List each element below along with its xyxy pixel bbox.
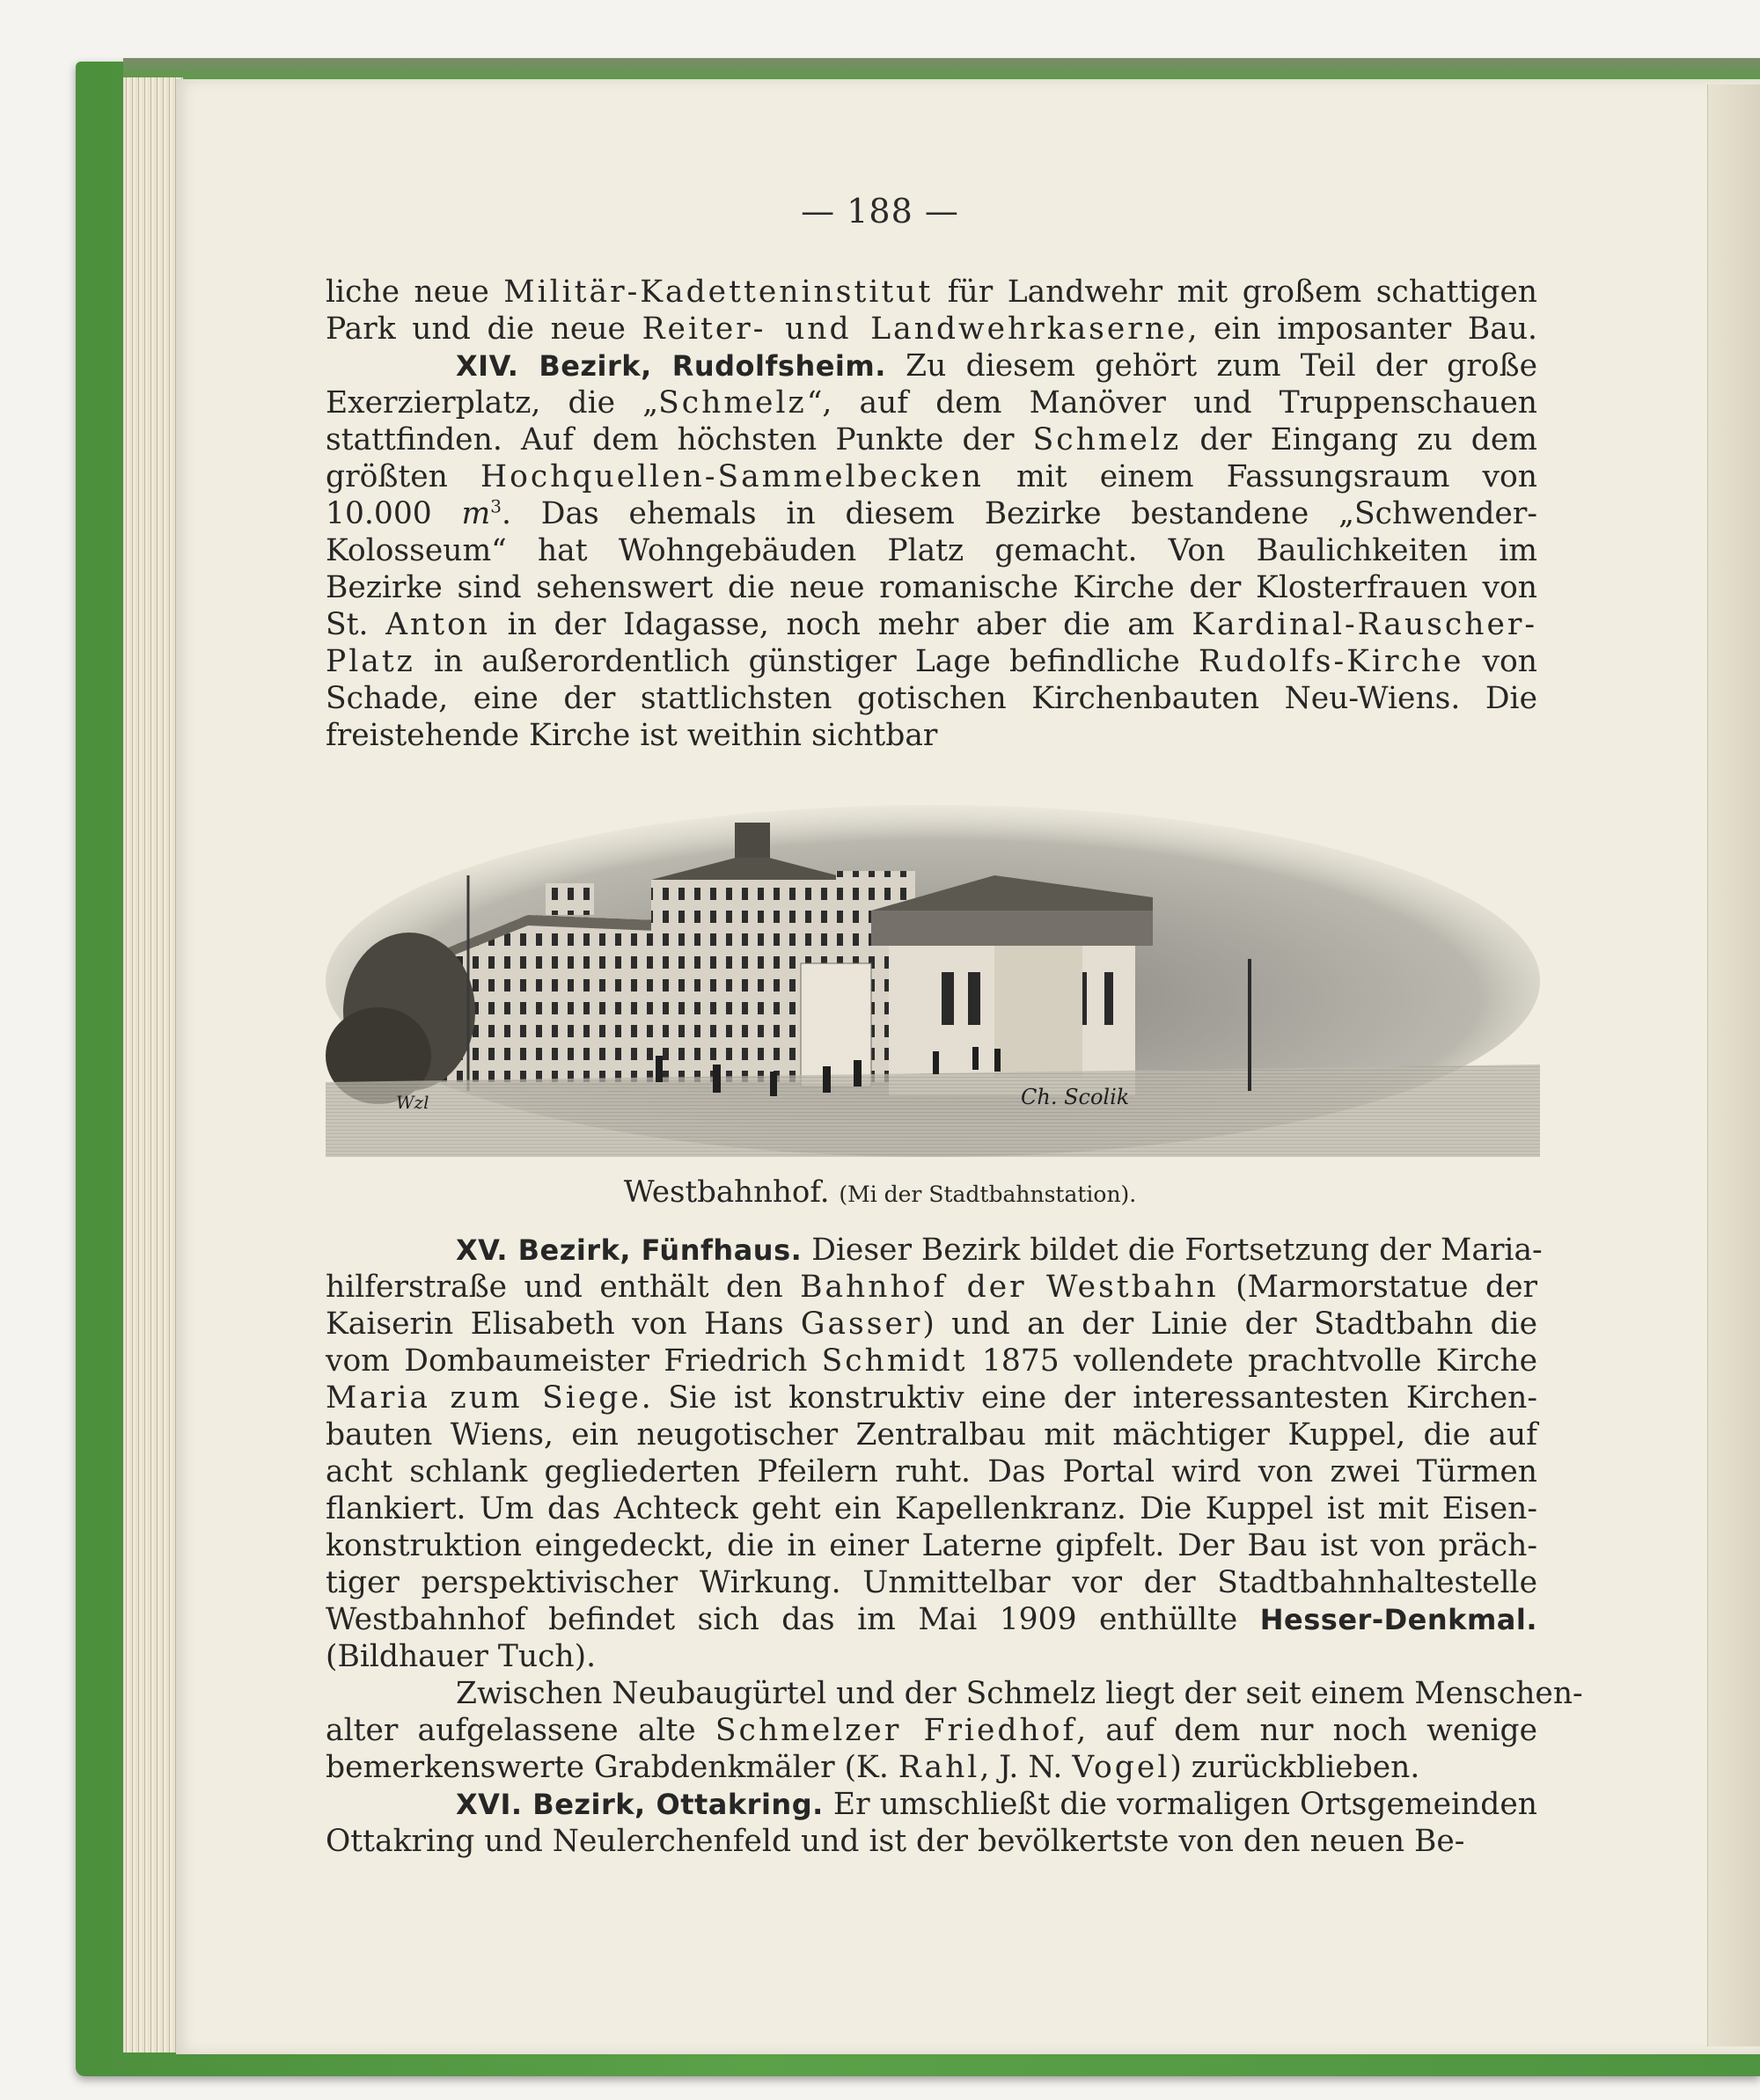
- text-run: alter aufgelassene alte: [326, 1713, 715, 1748]
- page-edges: [123, 77, 183, 2052]
- text-run: Schade, eine der stattlichsten gotischen Kirchenbauten Neu-Wiens. Die: [326, 681, 1537, 716]
- volume-exponent: 3: [490, 495, 502, 517]
- text-line: [326, 1527, 1537, 1564]
- heading-line-xv: [456, 1232, 1543, 1269]
- text-line: [326, 1416, 1537, 1453]
- text-run: Exerzierplatz, die „: [326, 385, 659, 421]
- text-run: Bezirke sind sehenswert die neue romanische Kirche der Klosterfrauen von: [326, 570, 1537, 605]
- spaced-emphasis: Vogel: [1072, 1750, 1170, 1785]
- spaced-emphasis: Schmelz: [658, 385, 807, 421]
- spaced-emphasis: Platz: [326, 644, 415, 679]
- page-number: — 188 —: [801, 192, 959, 230]
- text-run: , J. N.: [979, 1750, 1073, 1785]
- text-run: acht schlank gegliederten Pfeilern ruht. Das Portal wird von zwei Türmen: [326, 1454, 1537, 1489]
- heading-hesser-denkmal: Hesser-Denkmal.: [1259, 1603, 1537, 1636]
- spaced-emphasis: Militär-Kadetteninstitut: [503, 274, 934, 310]
- spaced-emphasis: Gasser: [800, 1306, 923, 1342]
- text-line: [326, 717, 1537, 754]
- spaced-emphasis: Schmidt: [821, 1343, 968, 1379]
- text-run: hilferstraße und enthält den: [326, 1270, 801, 1305]
- spaced-emphasis: Anton: [385, 607, 491, 642]
- text-line: [326, 458, 1537, 495]
- hesser-line: [326, 1601, 1537, 1638]
- text-run: bauten Wiens, ein neugotischer Zentralbau mit mächtiger Kuppel, die auf: [326, 1417, 1537, 1452]
- caption-note: (Mi der Stadtbahnstation).: [839, 1182, 1137, 1207]
- text-run: in der Idagasse, noch mehr aber die am: [490, 607, 1192, 642]
- text-run: größten: [326, 459, 480, 494]
- text-line: [326, 1269, 1537, 1306]
- text-run: bemerkenswerte Grabdenkmäler (K.: [326, 1750, 898, 1785]
- text-line: [326, 1490, 1537, 1527]
- text-line: [326, 1638, 1537, 1675]
- text-line: [326, 421, 1537, 458]
- engraver-monogram: Wzl: [396, 1092, 429, 1113]
- text-run: “, auf dem Manöver und Truppenschauen: [806, 385, 1537, 421]
- spaced-emphasis: Rahl: [898, 1750, 980, 1785]
- text-run: Westbahnhof befindet sich das im Mai 1909 enthüllte: [326, 1602, 1260, 1637]
- text-line: [326, 1564, 1537, 1601]
- text-run: freistehende Kirche ist weithin sichtbar: [326, 718, 938, 753]
- text-run: St.: [326, 607, 386, 642]
- text-line: [326, 643, 1537, 680]
- text-run: , auf dem nur noch wenige: [1076, 1713, 1537, 1748]
- figure-caption: [0, 1174, 1760, 1213]
- text-run: Zwischen Neubaugürtel und der Schmelz liegt der seit einem Menschen-: [456, 1676, 1583, 1711]
- next-page-edge: [1707, 84, 1760, 2046]
- text-run: Dieser Bezirk bildet die Fortsetzung der Maria-: [802, 1233, 1543, 1268]
- text-run: (Bildhauer Tuch).: [326, 1639, 597, 1674]
- heading-line-xvi: [456, 1786, 1537, 1823]
- text-run: . Das ehemals in diesem Bezirke bestandene „Schwender-: [502, 496, 1538, 531]
- spaced-emphasis: Bahnhof der Westbahn: [800, 1270, 1219, 1305]
- spaced-emphasis: Maria zum Siege: [326, 1380, 642, 1416]
- volume-unit: m: [461, 496, 491, 531]
- volume-line: [326, 495, 1537, 532]
- station-hall: [871, 875, 1153, 1095]
- text-run: vom Dombaumeister Friedrich: [326, 1343, 822, 1379]
- text-run: von: [1463, 644, 1537, 679]
- text-run: Er umschließt die vormaligen Ortsgemeinden: [823, 1787, 1537, 1822]
- text-line: [326, 532, 1537, 569]
- spaced-emphasis: Kardinal-Rauscher-: [1192, 607, 1538, 642]
- text-line: [326, 311, 1537, 348]
- text-run: in außerordentlich günstiger Lage befindliche: [414, 644, 1199, 679]
- text-run: . Sie ist konstruktiv eine der interessantesten Kirchen-: [641, 1380, 1537, 1416]
- text-run: konstruktion eingedeckt, die in einer Laterne gipfelt. Der Bau ist von präch-: [326, 1528, 1537, 1563]
- text-line: [326, 1749, 1537, 1786]
- text-run: liche neue: [326, 274, 504, 310]
- text-run: mit einem Fassungsraum von: [983, 459, 1538, 494]
- text-run: stattfinden. Auf dem höchsten Punkte der: [326, 422, 1033, 457]
- text-run: Zu diesem gehört zum Teil der große: [885, 348, 1537, 384]
- engraving-svg: [326, 792, 1540, 1157]
- text-line: [326, 569, 1537, 606]
- spaced-emphasis: Hochquellen-Sammelbecken: [480, 459, 984, 494]
- spaced-emphasis: Schmelz: [1032, 422, 1182, 457]
- zwischen-line: [456, 1675, 1583, 1712]
- spaced-emphasis: Reiter- und Landwehrkaserne: [642, 311, 1188, 347]
- text-run: flankiert. Um das Achteck geht ein Kapellenkranz. Die Kuppel ist mit Eisen-: [326, 1491, 1537, 1526]
- heading-xvi: XVI. Bezirk, Ottakring.: [456, 1788, 824, 1821]
- spaced-emphasis: Schmelzer Friedhof: [715, 1713, 1077, 1748]
- spaced-emphasis: Rudolfs-Kirche: [1198, 644, 1464, 679]
- text-run: (Marmorstatue der: [1218, 1270, 1537, 1305]
- text-run: 1875 vollendete prachtvolle Kirche: [967, 1343, 1537, 1379]
- text-run: Ottakring und Neulerchenfeld und ist der bevölkertste von den neuen Be-: [326, 1824, 1465, 1859]
- text-run: ) zurückblieben.: [1170, 1750, 1420, 1785]
- text-line: [326, 1306, 1537, 1343]
- text-run: ) und an der Linie der Stadtbahn die: [922, 1306, 1537, 1342]
- text-run: Park und die neue: [326, 311, 642, 347]
- text-run: Kaiserin Elisabeth von Hans: [326, 1306, 801, 1342]
- text-run: der Eingang zu dem: [1181, 422, 1537, 457]
- text-line: [326, 384, 1537, 421]
- artist-signature: Ch. Scolik: [1021, 1085, 1130, 1109]
- text-line: [326, 1823, 1537, 1860]
- text-run: für Landwehr mit großem schattigen: [933, 274, 1537, 310]
- volume-number: 10.000: [326, 496, 432, 531]
- text-line: [326, 1453, 1537, 1490]
- heading-xv: XV. Bezirk, Fünfhaus.: [456, 1233, 803, 1267]
- heading-xiv: XIV. Bezirk, Rudolfsheim.: [456, 349, 886, 383]
- text-line: [326, 1712, 1537, 1749]
- text-line: [326, 1343, 1537, 1379]
- text-run: Kolosseum“ hat Wohngebäuden Platz gemacht. Von Baulichkeiten im: [326, 533, 1537, 568]
- text-line: [326, 606, 1537, 643]
- text-line: [326, 1379, 1537, 1416]
- text-line: [326, 680, 1537, 717]
- caption-title: Westbahnhof.: [623, 1174, 830, 1210]
- text-run: tiger perspektivischer Wirkung. Unmittelbar vor der Stadtbahnhaltestelle: [326, 1565, 1537, 1600]
- text-run: , ein imposanter Bau.: [1187, 311, 1538, 347]
- heading-line-xiv: [456, 348, 1537, 384]
- text-line: [326, 274, 1537, 311]
- westbahnhof-illustration: [326, 792, 1540, 1157]
